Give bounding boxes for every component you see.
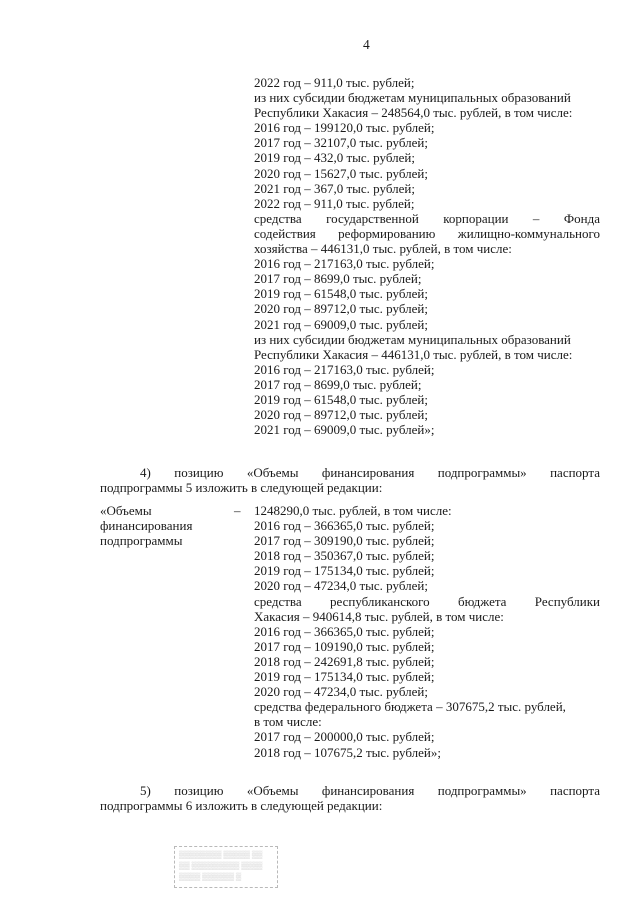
text-line: 2020 год – 47234,0 тыс. рублей; <box>254 684 428 700</box>
text-line: хозяйства – 446131,0 тыс. рублей, в том числе: <box>254 241 512 257</box>
text-line: 2021 год – 367,0 тыс. рублей; <box>254 180 415 196</box>
text-line: 2020 год – 15627,0 тыс. рублей; <box>254 165 428 181</box>
text-line: 2016 год – 217163,0 тыс. рублей; <box>254 361 435 377</box>
text-line: содействия реформированию жилищно-коммунального <box>254 225 600 241</box>
text-line: из них субсидии бюджетам муниципальных образований <box>254 90 571 106</box>
text-line: 2017 год – 8699,0 тыс. рублей; <box>254 271 422 287</box>
financing-table-subprogram-5 <box>100 503 600 773</box>
paragraph-line: 5) позицию «Объемы финансирования подпрограммы» паспорта <box>140 783 600 798</box>
text-line: 2016 год – 199120,0 тыс. рублей; <box>254 120 435 136</box>
text-line: 2016 год – 366365,0 тыс. рублей; <box>254 623 435 639</box>
text-line: 2017 год – 200000,0 тыс. рублей; <box>254 729 435 745</box>
text-line: 2019 год – 175134,0 тыс. рублей; <box>254 669 435 685</box>
text-line: 2022 год – 911,0 тыс. рублей; <box>254 195 415 211</box>
faded-stamp: ▒▒▒▒▒▒▒▒ ▒▒▒▒▒ ▒▒ ▒▒ ▒▒▒▒▒▒▒▒▒ ▒▒▒▒ ▒▒▒▒ ▒▒▒▒▒▒ ▒ <box>174 846 278 888</box>
financing-values <box>254 503 600 760</box>
text-line: 2016 год – 366365,0 тыс. рублей; <box>254 518 435 534</box>
financing-block-continued <box>254 75 600 437</box>
text-line: в том числе: <box>254 714 322 730</box>
text-line: 2020 год – 89712,0 тыс. рублей; <box>254 407 428 423</box>
text-line: 2018 год – 107675,2 тыс. рублей»; <box>254 744 441 760</box>
text-line: 2021 год – 69009,0 тыс. рублей; <box>254 316 428 332</box>
text-line: 2017 год – 8699,0 тыс. рублей; <box>254 376 422 392</box>
text-line: средства республиканского бюджета Республики <box>254 593 600 609</box>
dash-separator: – <box>234 503 241 518</box>
label-line: подпрограммы <box>100 533 183 549</box>
page-number: 4 <box>363 37 370 52</box>
text-line: 2017 год – 109190,0 тыс. рублей; <box>254 638 435 654</box>
text-line: 2022 год – 911,0 тыс. рублей; <box>254 75 415 90</box>
text-line: 2017 год – 32107,0 тыс. рублей; <box>254 135 428 151</box>
label-line: финансирования <box>100 518 193 534</box>
paragraph-line: подпрограммы 5 изложить в следующей редакции: <box>100 480 383 496</box>
paragraph-line: подпрограммы 6 изложить в следующей редакции: <box>100 798 383 814</box>
text-line: 2020 год – 47234,0 тыс. рублей; <box>254 578 428 594</box>
text-line: из них субсидии бюджетам муниципальных образований <box>254 331 571 347</box>
label-line: «Объемы <box>100 503 152 518</box>
text-line: 2019 год – 61548,0 тыс. рублей; <box>254 286 428 302</box>
text-line: 2017 год – 309190,0 тыс. рублей; <box>254 533 435 549</box>
text-line: 2018 год – 242691,8 тыс. рублей; <box>254 653 435 669</box>
text-line: 2018 год – 350367,0 тыс. рублей; <box>254 548 435 564</box>
text-line: Республики Хакасия – 248564,0 тыс. рублей, в том числе: <box>254 105 573 121</box>
text-line: 2021 год – 69009,0 тыс. рублей»; <box>254 422 435 438</box>
text-line: средства государственной корпорации – Фонда <box>254 210 600 226</box>
text-line: 2019 год – 175134,0 тыс. рублей; <box>254 563 435 579</box>
text-line: 2019 год – 432,0 тыс. рублей; <box>254 150 415 166</box>
text-line: 1248290,0 тыс. рублей, в том числе: <box>254 503 452 518</box>
text-line: 2019 год – 61548,0 тыс. рублей; <box>254 391 428 407</box>
paragraph-line: 4) позицию «Объемы финансирования подпрограммы» паспорта <box>140 465 600 480</box>
item-5-paragraph <box>100 783 600 813</box>
text-line: 2020 год – 89712,0 тыс. рублей; <box>254 301 428 317</box>
text-line: 2016 год – 217163,0 тыс. рублей; <box>254 256 435 272</box>
text-line: средства федерального бюджета – 307675,2 тыс. рублей, <box>254 699 566 715</box>
financing-label <box>100 503 220 548</box>
text-line: Республики Хакасия – 446131,0 тыс. рублей, в том числе: <box>254 346 573 362</box>
text-line: Хакасия – 940614,8 тыс. рублей, в том числе: <box>254 608 504 624</box>
item-4-paragraph <box>100 465 600 495</box>
